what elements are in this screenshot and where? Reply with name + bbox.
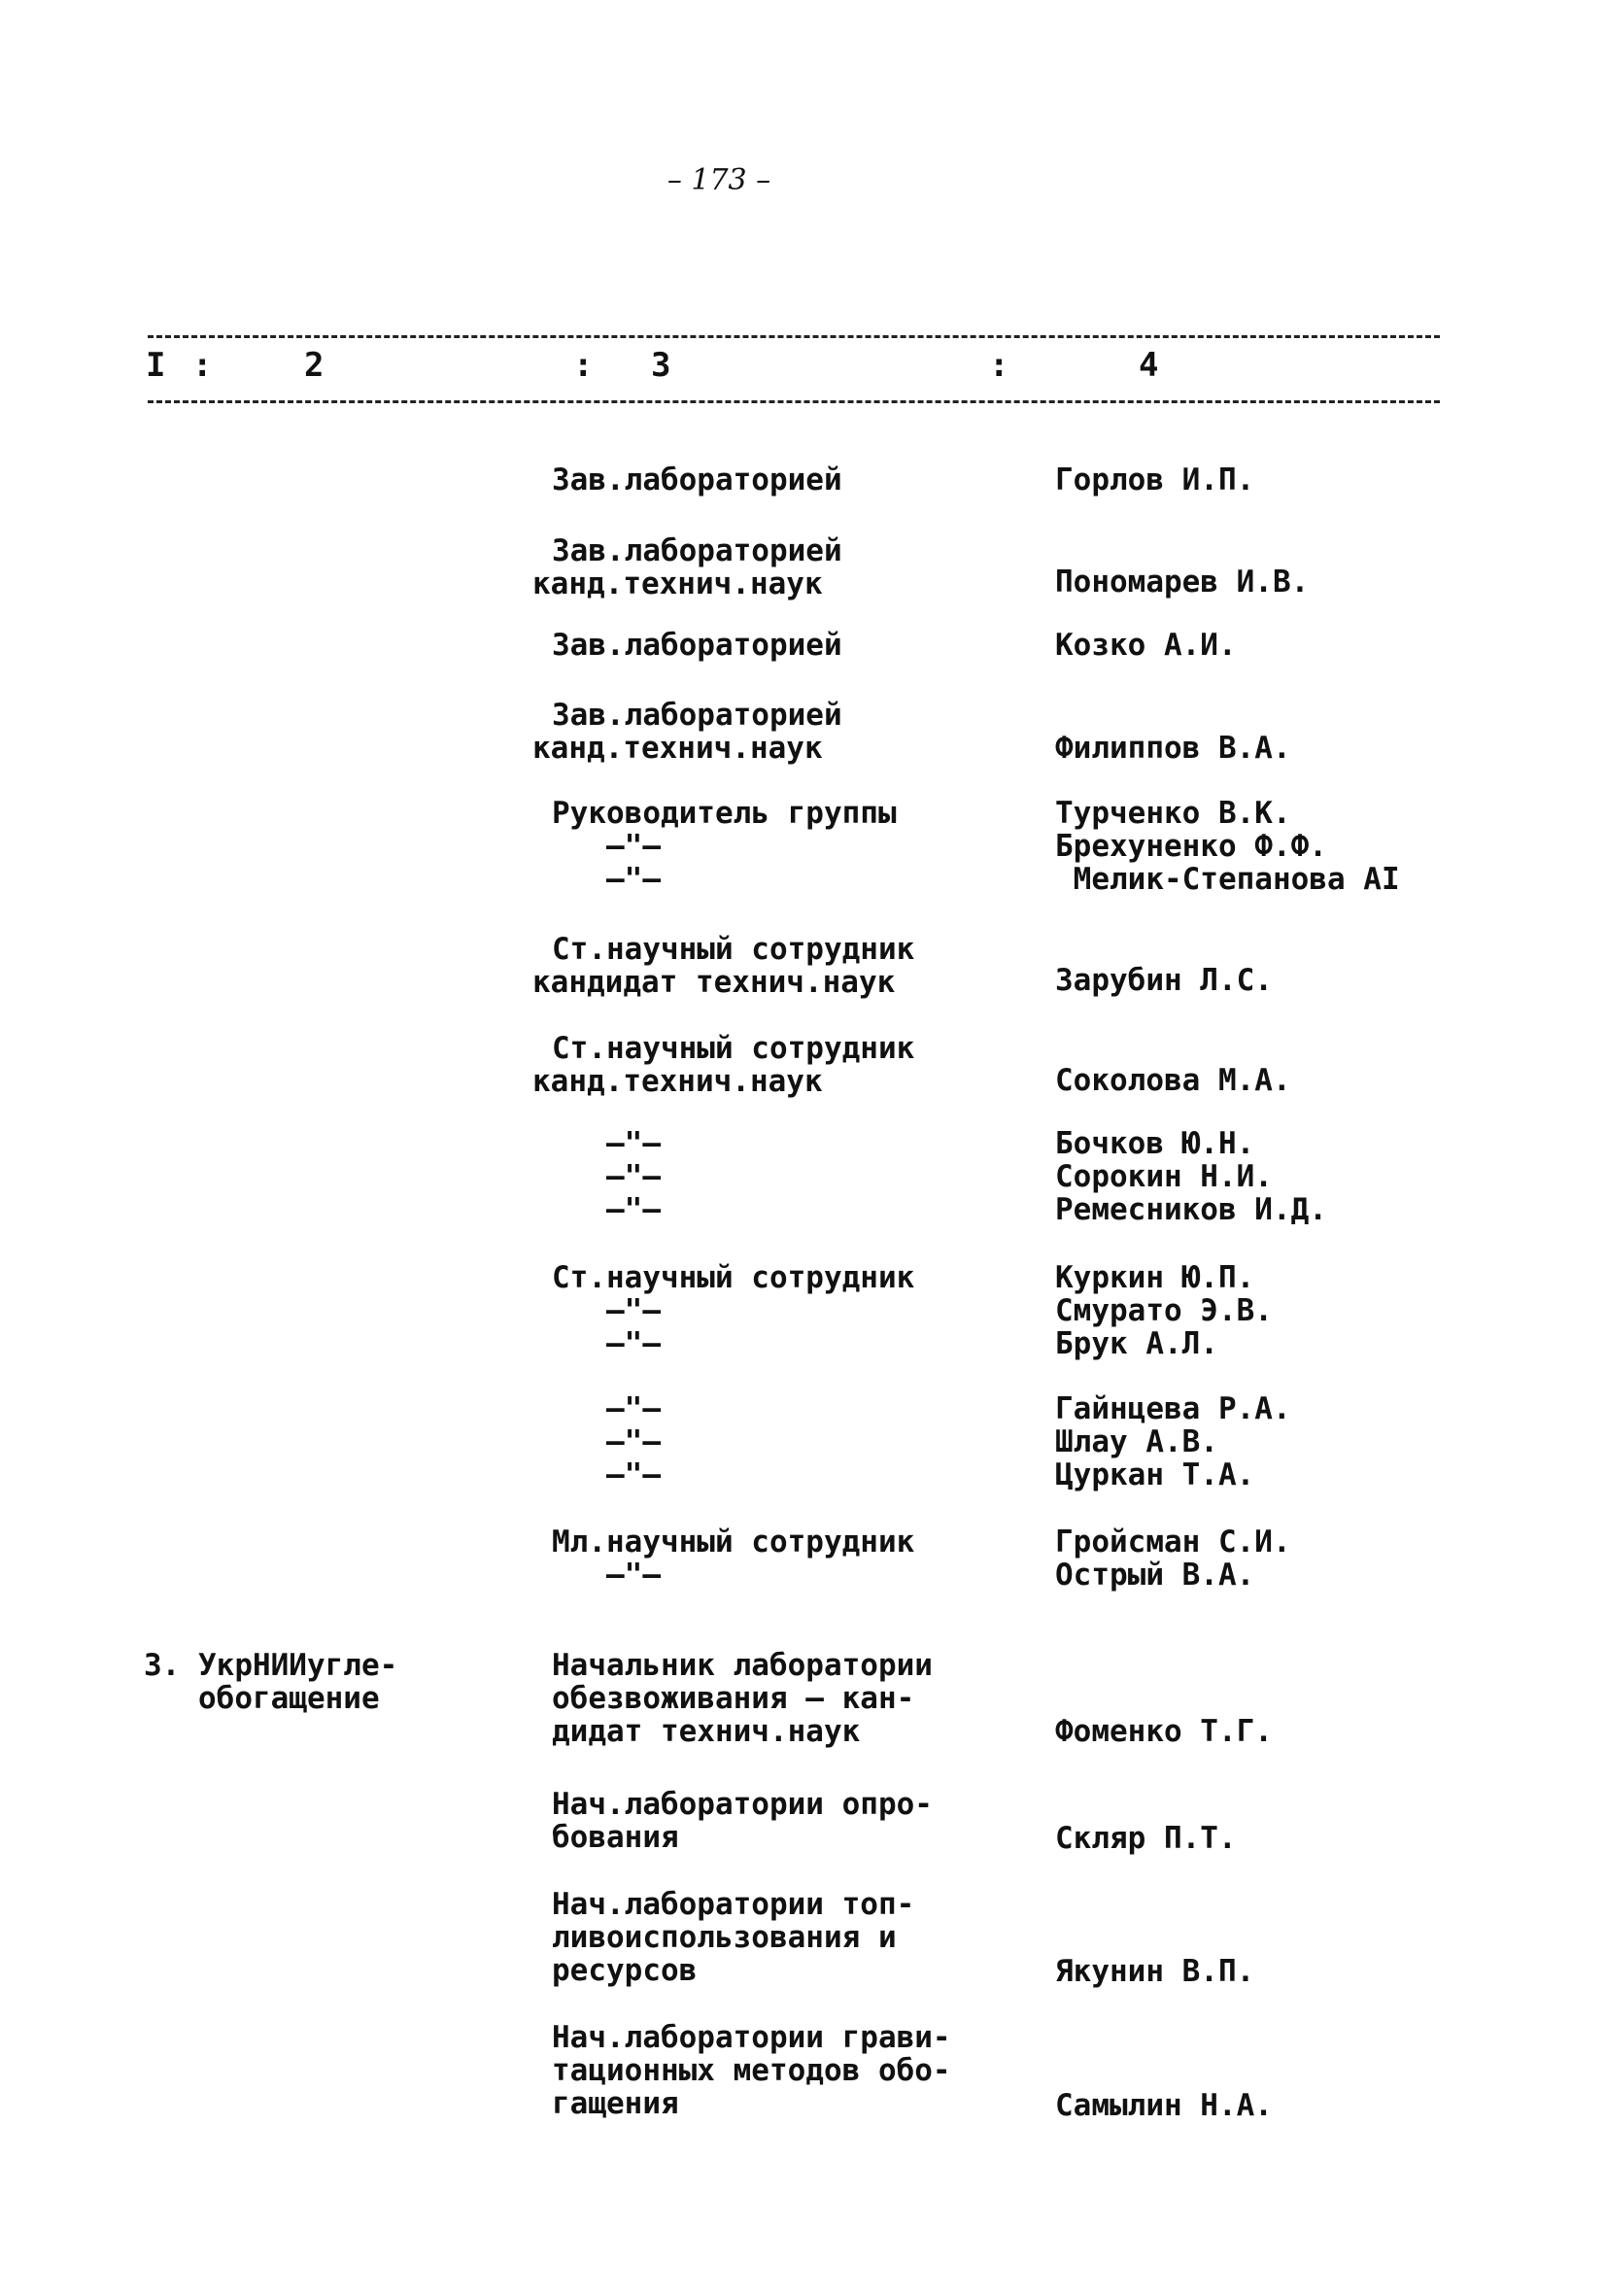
name-cell — [1055, 2089, 1273, 2122]
name-cell-line: Гройсман С.И. — [1055, 1525, 1291, 1559]
position-cell-line: –"– — [552, 1558, 661, 1593]
name-cell-line: Мелик-Степанова АI — [1055, 862, 1400, 897]
position-cell-line: –"– — [552, 1457, 661, 1492]
position-cell-line: ресурсов — [552, 1953, 698, 1988]
col-1-header: I — [146, 346, 166, 385]
name-cell-line: Ремесников И.Д. — [1055, 1192, 1327, 1227]
position-cell-line: –"– — [552, 862, 661, 897]
position-cell-line: Руководитель группы — [552, 796, 897, 831]
position-cell — [552, 1788, 933, 1854]
position-cell — [552, 2021, 951, 2120]
position-cell-line: Зав.лабораторией — [552, 533, 842, 568]
position-cell — [532, 932, 915, 1000]
name-cell — [1055, 732, 1291, 765]
name-cell-line: Скляр П.Т. — [1055, 1821, 1237, 1856]
name-cell-line: Зарубин Л.С. — [1055, 963, 1273, 998]
position-cell-line: –"– — [552, 1391, 661, 1426]
position-cell-line: Нач.лаборатории грави- — [552, 2020, 951, 2055]
name-cell-line: Куркин Ю.П. — [1055, 1260, 1255, 1295]
organization-cell-line: обогащение — [144, 1681, 380, 1716]
name-cell-line: Филиппов В.А. — [1055, 731, 1291, 766]
position-cell-line: Ст.научный сотрудник — [552, 932, 915, 967]
position-cell-line: канд.технич.наук — [532, 731, 823, 766]
position-cell — [552, 1127, 661, 1226]
name-cell-line: Турченко В.К. — [1055, 796, 1291, 831]
position-cell — [552, 463, 842, 497]
col-2-header: 2 — [304, 346, 325, 385]
position-cell-line: Начальник лаборатории — [552, 1648, 933, 1683]
position-cell-line: Нач.лаборатории опро- — [552, 1787, 933, 1822]
position-cell-line: Зав.лабораторией — [552, 628, 842, 663]
position-cell-line: дидат технич.наук — [552, 1714, 861, 1749]
position-cell-line: Зав.лабораторией — [552, 698, 842, 733]
name-cell — [1055, 463, 1254, 497]
name-cell-line: Цуркан Т.А. — [1055, 1457, 1255, 1492]
position-cell-line: обезвоживания – кан- — [552, 1681, 915, 1716]
position-cell-line: –"– — [552, 1159, 661, 1194]
position-cell-line: –"– — [552, 1424, 661, 1459]
name-cell-line: Сорокин Н.И. — [1055, 1159, 1273, 1194]
name-cell-line: Брук А.Л. — [1055, 1326, 1218, 1361]
position-cell-line: бования — [552, 1820, 679, 1855]
name-cell — [1055, 1822, 1237, 1855]
col-separator: : — [192, 346, 213, 385]
position-cell — [532, 698, 842, 766]
col-4-header: 4 — [1139, 346, 1159, 385]
position-cell — [552, 629, 842, 662]
name-cell-line: Гайнцева Р.А. — [1055, 1391, 1291, 1426]
name-cell-line: Острый В.А. — [1055, 1558, 1255, 1593]
name-cell — [1055, 1525, 1291, 1592]
col-separator: : — [989, 346, 1009, 385]
name-cell-line: Козко А.И. — [1055, 628, 1237, 663]
position-cell — [532, 1031, 915, 1099]
name-cell-line: Пономарев И.В. — [1055, 565, 1310, 600]
position-cell-line: –"– — [552, 1192, 661, 1227]
position-cell — [552, 1392, 661, 1491]
name-cell — [1055, 1955, 1254, 1988]
header-top-rule — [148, 335, 1440, 338]
position-cell-line: –"– — [552, 1293, 661, 1328]
position-cell — [552, 1888, 914, 1987]
name-cell — [1055, 629, 1237, 662]
name-cell — [1055, 1064, 1291, 1097]
name-cell — [1055, 964, 1273, 997]
position-cell-line: канд.технич.наук — [532, 1064, 823, 1099]
name-cell-line: Смурато Э.В. — [1055, 1293, 1273, 1328]
position-cell-line: Нач.лаборатории топ- — [552, 1887, 915, 1922]
name-cell — [1055, 1715, 1273, 1748]
position-cell-line: ливоиспользования и — [552, 1920, 897, 1955]
position-cell-line: кандидат технич.наук — [532, 965, 896, 1000]
position-cell — [532, 533, 842, 601]
position-cell — [552, 1261, 914, 1360]
position-cell-line: тационных методов обо- — [552, 2053, 951, 2088]
col-separator: : — [573, 346, 594, 385]
page-number: – 173 – — [666, 163, 771, 197]
position-cell-line: –"– — [552, 1126, 661, 1161]
organization-cell — [144, 1649, 397, 1715]
name-cell — [1055, 1261, 1273, 1360]
name-cell-line: Фоменко Т.Г. — [1055, 1714, 1273, 1749]
name-cell-line: Бочков Ю.Н. — [1055, 1126, 1255, 1161]
name-cell-line: Самылин Н.А. — [1055, 2088, 1273, 2123]
position-cell — [552, 797, 897, 896]
name-cell — [1055, 565, 1309, 599]
name-cell-line: Шлау А.В. — [1055, 1424, 1218, 1459]
header-bottom-rule — [148, 400, 1440, 403]
position-cell-line: –"– — [552, 829, 661, 864]
name-cell-line: Брехуненко Ф.Ф. — [1055, 829, 1327, 864]
name-cell-line: Якунин В.П. — [1055, 1954, 1255, 1989]
organization-cell-line: 3. УкрНИИугле- — [144, 1648, 398, 1683]
position-cell-line: Ст.научный сотрудник — [552, 1031, 915, 1066]
position-cell-line: канд.технич.наук — [532, 566, 823, 601]
position-cell — [552, 1649, 933, 1748]
name-cell-line: Горлов И.П. — [1055, 463, 1255, 497]
position-cell-line: Зав.лабораторией — [552, 463, 842, 497]
name-cell — [1055, 797, 1400, 896]
name-cell-line: Соколова М.А. — [1055, 1063, 1291, 1098]
position-cell-line: –"– — [552, 1326, 661, 1361]
position-cell-line: гащения — [552, 2086, 679, 2121]
col-3-header: 3 — [651, 346, 671, 385]
position-cell-line: Мл.научный сотрудник — [552, 1525, 915, 1559]
name-cell — [1055, 1392, 1291, 1491]
position-cell — [552, 1525, 914, 1592]
name-cell — [1055, 1127, 1327, 1226]
position-cell-line: Ст.научный сотрудник — [552, 1260, 915, 1295]
